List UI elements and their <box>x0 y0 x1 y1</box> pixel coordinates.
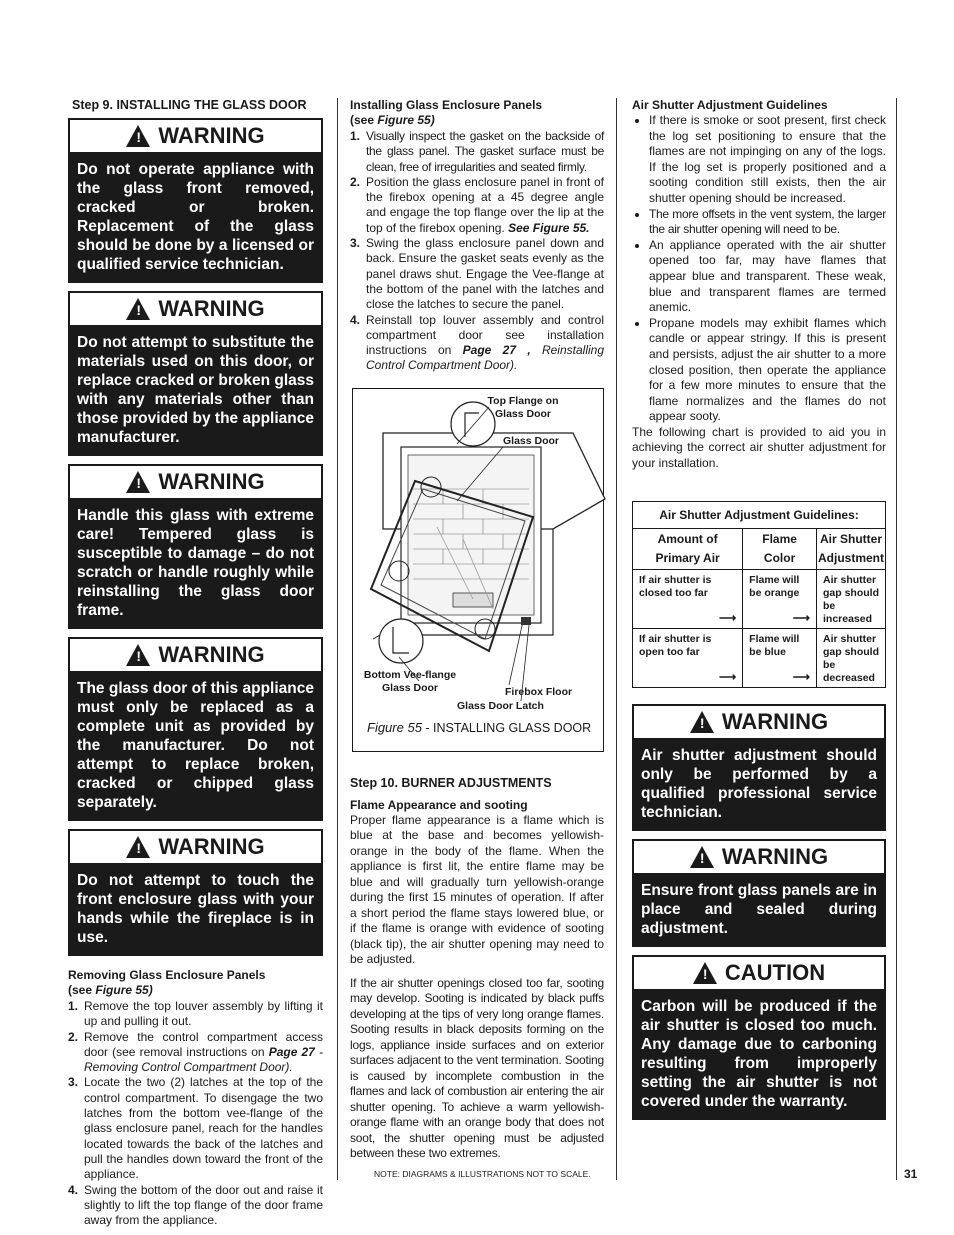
column-header: Flame Color <box>743 529 817 570</box>
list-item: • The more offsets in the vent system, the larger the air shutter opening will need to be. <box>649 207 886 238</box>
warning-text: Do not attempt to substitute the materials used on this door, or replace cracked or broken glass with any materials other than those provided by the appliance manufacturer. <box>70 327 321 454</box>
warning-box-5 <box>68 829 323 956</box>
caution-text: Carbon will be produced if the air shutter is closed too much. Any damage due to carboning resulting from improperly setting the air shutter is not covered under the warranty. <box>634 991 884 1118</box>
warning-triangle-icon: ! <box>690 711 714 733</box>
table-cell: Flame will be orange ⟶ <box>743 570 817 629</box>
column-divider-middle <box>616 98 617 1180</box>
warning-title: WARNING <box>158 469 265 494</box>
warning-text: Do not operate appliance with the glass front removed, cracked or broken. Replacement of the glass should be done by a licensed or qualified service technician. <box>70 154 321 281</box>
warning-text: Do not attempt to touch the front enclosure glass with your hands while the fireplace is in use. <box>70 865 321 954</box>
removing-steps-list <box>68 999 323 1228</box>
warning-title: WARNING <box>721 844 829 870</box>
caution-title: CAUTION <box>724 960 826 986</box>
warning-text: The glass door of this appliance must only be replaced as a complete unit as provided by the manufacturer. Do not attempt to replace broken, cracked or chipped glass separately. <box>70 673 321 819</box>
warning-triangle-icon: ! <box>126 836 150 858</box>
air-shutter-heading: Air Shutter Adjustment Guidelines <box>632 98 828 112</box>
installing-panels-reference: (see Figure 55) <box>350 113 435 127</box>
label-firebox-floor: Firebox Floor <box>505 685 573 698</box>
warning-box-glass-panels <box>632 839 886 947</box>
flame-paragraph-2: If the air shutter openings closed too far, sooting may develop. Sooting is indicated by black puffs developing at the tips of very long orange flames. Sooting results in black deposits forming on the logs, appliance inside surfaces and on exterior surfaces adjacent to the vent termination. Sooting is caused by incomplete combustion in the flames and lack of combustion air entering the air shutter opening. To achieve a warm yellowish-orange flame with an orange body that does not soot, the shutter opening must be adjusted between these two extremes. <box>350 975 604 1161</box>
list-item: 4. Swing the bottom of the door out and raise it slightly to lift the top flange of the door frame away from the appliance. <box>68 1182 323 1228</box>
label-glass-door: Glass Door <box>503 434 560 447</box>
table-row <box>633 629 886 688</box>
column-header: Amount of Primary Air <box>633 529 743 570</box>
column-middle <box>350 92 604 1168</box>
table-cell: If air shutter is open too far ⟶ <box>633 629 743 688</box>
arrow-right-icon: ⟶ <box>718 611 737 626</box>
warning-title: WARNING <box>158 642 265 667</box>
table-header-row <box>633 529 886 570</box>
flame-paragraph-1: Proper flame appearance is a flame which is blue at the base and becomes yellowish-orange in the body of the flame. When the appliance is first lit, the entire flame may be blue and will gradually turn yellowish-orange during the first 15 minutes of operation. If after a short period the flame stays lowered blue, or if the flame is orange with evidence of sooting (black tip), the air shutter opening may need to be adjusted. <box>350 812 604 967</box>
arrow-right-icon: ⟶ <box>792 611 810 626</box>
table-caption: Air Shutter Adjustment Guidelines: <box>633 502 886 529</box>
table-cell: Air shutter gap should be decreased <box>817 629 886 688</box>
column-left <box>68 92 323 1228</box>
figure-55 <box>352 388 604 752</box>
removing-panels-heading: Removing Glass Enclosure Panels <box>68 968 266 982</box>
warning-text: Handle this glass with extreme care! Tempered glass is susceptible to damage – do not scratch or handle roughly while reinstalling the glass door frame. <box>70 500 321 627</box>
warning-title: WARNING <box>158 123 265 148</box>
figure-caption: Figure 55 - INSTALLING GLASS DOOR <box>367 719 592 735</box>
page-number: 31 <box>904 1167 918 1181</box>
installing-panels-heading: Installing Glass Enclosure Panels <box>350 98 543 112</box>
installing-steps-list <box>350 129 604 374</box>
warning-triangle-icon: ! <box>690 846 714 868</box>
column-divider-right <box>896 98 897 1180</box>
warning-triangle-icon: ! <box>126 125 150 147</box>
column-header: Air Shutter Adjustment <box>817 529 886 570</box>
warning-triangle-icon: ! <box>693 962 717 984</box>
list-item: 4. Reinstall top louver assembly and control compartment door see installation instructions on Page 27 , Reinstalling Control Compartment Door). <box>350 312 605 373</box>
table-cell: Flame will be blue ⟶ <box>743 629 817 688</box>
step9-heading: Step 9. INSTALLING THE GLASS DOOR <box>72 98 307 112</box>
label-bottom-vee-flange: Bottom Vee-flange Glass Door <box>363 668 457 694</box>
column-divider-left <box>337 98 338 1180</box>
caution-box-carbon <box>632 955 886 1120</box>
list-item: • An appliance operated with the air shutter opened too far, may have flames that appear blue and transparent. These weak, blue and transparent flames are termed anemic. <box>649 238 886 316</box>
footer-note: NOTE: DIAGRAMS & ILLUSTRATIONS NOT TO SCALE. <box>374 1169 591 1179</box>
removing-panels-reference: (see Figure 55) <box>68 983 153 997</box>
list-item: 3. Locate the two (2) latches at the top of the control compartment. To disengage the two latches from the bottom vee-flange of the glass enclosure panel, reach for the handles located towards the back of the latches and pull the handles down toward the front of the appliance. <box>68 1075 323 1182</box>
warning-box-qualified-technician <box>632 704 886 831</box>
warning-box-2 <box>68 291 323 456</box>
warning-title: WARNING <box>158 296 265 321</box>
table-cell: Air shutter gap should be increased <box>817 570 886 629</box>
warning-box-4 <box>68 637 323 821</box>
label-glass-door-latch: Glass Door Latch <box>457 699 544 712</box>
column-right <box>632 92 886 1128</box>
warning-triangle-icon: ! <box>126 298 150 320</box>
warning-triangle-icon: ! <box>126 644 150 666</box>
list-item: • If there is smoke or soot present, first check the log set positioning to ensure that the flames are not impinging on any of the logs. If the log set is properly positioned and a sooting condition still exists, then the air shutter opening should be increased. <box>649 113 886 207</box>
arrow-right-icon: ⟶ <box>792 670 810 685</box>
chart-intro: The following chart is provided to aid you in achieving the correct air shutter adjustment for your installation. <box>632 424 886 470</box>
list-item: 3. Swing the glass enclosure panel down and back. Ensure the gasket seats evenly as the panel draws shut. Engage the Vee-flange at the bottom of the panel with the latches and close the latches to secure the panel. <box>350 236 604 312</box>
flame-appearance-heading: Flame Appearance and sooting <box>350 797 528 812</box>
list-item: 2. Remove the control compartment access door (see removal instructions on Page 27 - Removing Control Compartment Door). <box>68 1029 323 1075</box>
list-item: 2. Position the glass enclosure panel in front of the firebox opening at a 45 degree angle and engage the top flange over the lip at the top of the firebox opening. See Figure 55. <box>350 174 604 235</box>
warning-box-3 <box>68 464 323 629</box>
step10-heading: Step 10. BURNER ADJUSTMENTS <box>350 775 552 790</box>
label-top-flange: Top Flange on Glass Door <box>487 394 559 420</box>
warning-text: Ensure front glass panels are in place and sealed during adjustment. <box>634 875 884 945</box>
list-item: 1. Visually inspect the gasket on the backside of the glass panel. The gasket surface must be clean, free of irregularities and seated firmly. <box>350 129 604 174</box>
table-row <box>633 570 886 629</box>
warning-triangle-icon: ! <box>126 471 150 493</box>
warning-box-1 <box>68 118 323 283</box>
warning-title: WARNING <box>158 834 265 859</box>
arrow-right-icon: ⟶ <box>718 670 737 685</box>
warning-title: WARNING <box>721 709 829 735</box>
list-item: 1. Remove the top louver assembly by lifting it up and pulling it out. <box>68 999 323 1029</box>
warning-text: Air shutter adjustment should only be performed by a qualified professional service technician. <box>634 740 884 829</box>
air-shutter-table <box>632 501 886 688</box>
air-shutter-bullets <box>632 113 886 425</box>
table-cell: If air shutter is closed too far ⟶ <box>633 570 743 629</box>
list-item: • Propane models may exhibit flames which candle or appear stringy. If this is present and persists, adjust the air shutter to a more closed position, then operate the appliance for a few more minutes to ensure that the flame normalizes and the flames do not appear sooty. <box>649 316 886 425</box>
